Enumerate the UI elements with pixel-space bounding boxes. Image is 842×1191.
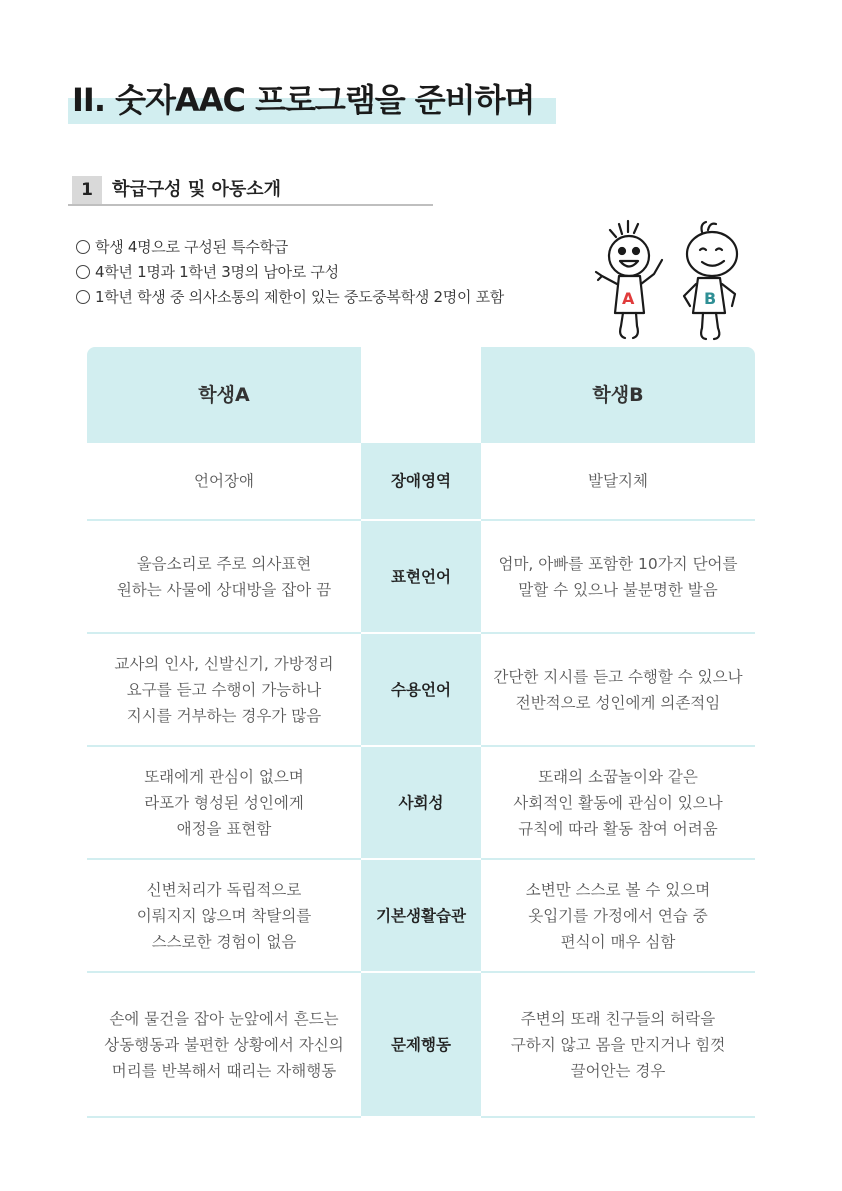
student-b-figure bbox=[684, 222, 737, 339]
category-cell: 문제행동 bbox=[361, 973, 481, 1118]
student-comparison-table bbox=[87, 347, 755, 1118]
category-cell: 사회성 bbox=[361, 747, 481, 860]
student-b-cell: 발달지체 bbox=[481, 443, 755, 521]
list-item bbox=[76, 259, 504, 284]
list-item-text: 4학년 1명과 1학년 3명의 남아로 구성 bbox=[95, 263, 339, 281]
category-cell: 표현언어 bbox=[361, 521, 481, 634]
student-b-cell: 엄마, 아빠를 포함한 10가지 단어를 말할 수 있으나 불분명한 발음 bbox=[481, 521, 755, 634]
student-b-cell: 주변의 또래 친구들의 허락을 구하지 않고 몸을 만지거나 힘껏 끌어안는 경우 bbox=[481, 973, 755, 1118]
circle-bullet-icon bbox=[76, 240, 90, 254]
student-a-cell: 언어장애 bbox=[87, 443, 361, 521]
students-illustration bbox=[592, 218, 752, 348]
student-a-cell: 신변처리가 독립적으로 이뤄지지 않으며 착탈의를 스스로한 경험이 없음 bbox=[87, 860, 361, 973]
table-header-student-b: 학생B bbox=[481, 347, 755, 443]
section-number: 1 bbox=[72, 176, 102, 204]
bullet-list bbox=[76, 234, 504, 309]
student-b-cell: 또래의 소꿉놀이와 같은 사회적인 활동에 관심이 있으나 규칙에 따라 활동 참여 어려움 bbox=[481, 747, 755, 860]
student-a-label: A bbox=[622, 289, 635, 308]
circle-bullet-icon bbox=[76, 265, 90, 279]
student-a-cell: 교사의 인사, 신발신기, 가방정리 요구를 듣고 수행이 가능하나 지시를 거부하는 경우가 많음 bbox=[87, 634, 361, 747]
category-cell: 수용언어 bbox=[361, 634, 481, 747]
student-a-cell: 또래에게 관심이 없으며 라포가 형성된 성인에게 애정을 표현함 bbox=[87, 747, 361, 860]
category-cell: 기본생활습관 bbox=[361, 860, 481, 973]
circle-bullet-icon bbox=[76, 290, 90, 304]
list-item bbox=[76, 284, 504, 309]
chapter-title bbox=[68, 78, 534, 124]
student-a-figure bbox=[596, 221, 662, 338]
student-b-cell: 간단한 지시를 듣고 수행할 수 있으나 전반적으로 성인에게 의존적임 bbox=[481, 634, 755, 747]
section-title: 학급구성 및 아동소개 bbox=[112, 179, 282, 200]
section-heading bbox=[68, 174, 433, 206]
list-item-text: 학생 4명으로 구성된 특수학급 bbox=[95, 238, 288, 256]
list-item bbox=[76, 234, 504, 259]
table-header-student-a: 학생A bbox=[87, 347, 361, 443]
chapter-title-text: II. 숫자AAC 프로그램을 준비하며 bbox=[72, 81, 535, 119]
table-header-blank bbox=[361, 347, 481, 443]
student-a-cell: 울음소리로 주로 의사표현 원하는 사물에 상대방을 잡아 끔 bbox=[87, 521, 361, 634]
category-cell: 장애영역 bbox=[361, 443, 481, 521]
student-b-label: B bbox=[704, 289, 717, 308]
student-a-cell: 손에 물건을 잡아 눈앞에서 흔드는 상동행동과 불편한 상황에서 자신의 머리를 반복해서 때리는 자해행동 bbox=[87, 973, 361, 1118]
list-item-text: 1학년 학생 중 의사소통의 제한이 있는 중도중복학생 2명이 포함 bbox=[95, 288, 504, 306]
student-b-cell: 소변만 스스로 볼 수 있으며 옷입기를 가정에서 연습 중 편식이 매우 심함 bbox=[481, 860, 755, 973]
